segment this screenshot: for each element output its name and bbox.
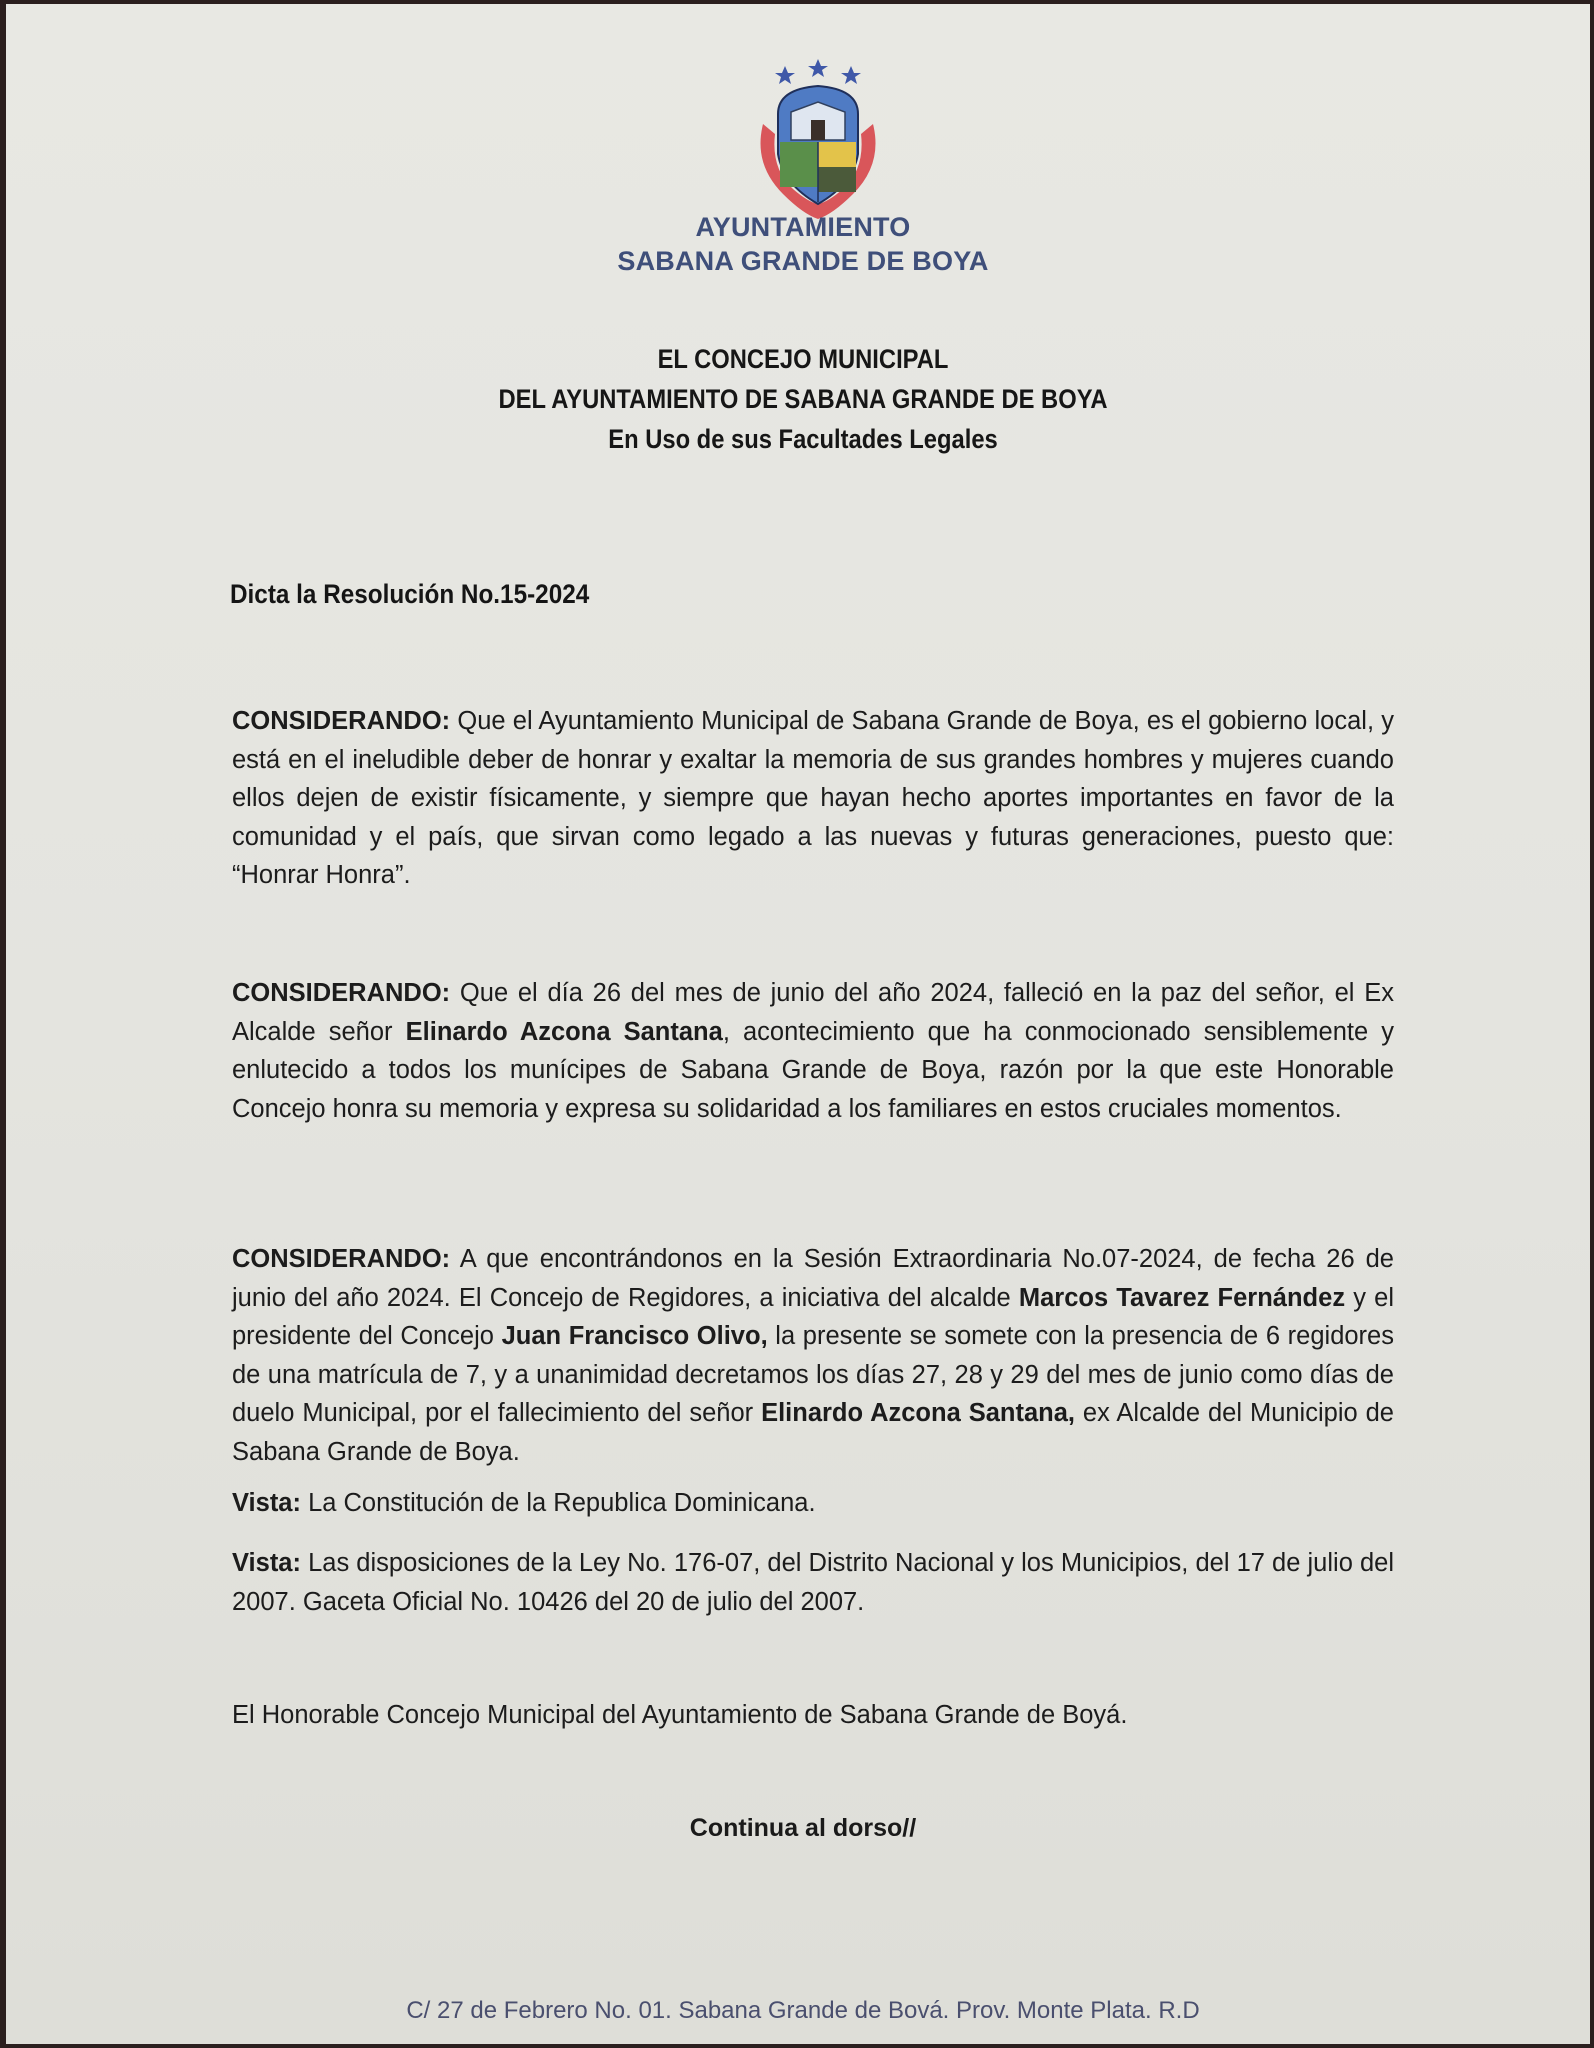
considerando-text: A que encontrándonos en la Sesión Extraordinaria No.07-2024, de fecha 26 de junio del año 2024. El Concejo de Regidores, a iniciativa del alcalde bbox=[232, 1245, 1394, 1312]
considerando-2 bbox=[232, 974, 1394, 1128]
considerando-text: Que el día 26 del mes de junio del año 2024, falleció en la paz del señor, el Ex Alcalde señor bbox=[232, 979, 1394, 1046]
vista-2 bbox=[232, 1544, 1394, 1621]
deceased-name: Elinardo Azcona Santana bbox=[405, 1017, 723, 1046]
mayor-name: Marcos Tavarez Fernández bbox=[1018, 1283, 1346, 1312]
deceased-name: Elinardo Azcona Santana, bbox=[761, 1399, 1075, 1427]
considerando-text: la presente se somete con la presencia de 6 regidores de una matrícula de 7, y a unanimidad decretamos los días 27, 28 y 29 del mes de junio como días de duelo Municipal, por el fallecimiento del señor bbox=[232, 1322, 1394, 1427]
considerando-label: CONSIDERANDO: bbox=[232, 979, 451, 1007]
legal-faculties-heading: En Uso de sus Facultades Legales bbox=[608, 424, 998, 454]
considerando-1 bbox=[232, 702, 1394, 895]
considerando-text: ex Alcalde del Municipio de Sabana Grande de Boya. bbox=[232, 1399, 1394, 1466]
vista-text: La Constitución de la Republica Dominicana. bbox=[300, 1489, 816, 1517]
considerando-label: CONSIDERANDO: bbox=[232, 707, 451, 735]
council-heading: EL CONCEJO MUNICIPAL bbox=[657, 344, 949, 374]
vista-label: Vista: bbox=[232, 1549, 301, 1577]
municipal-emblem-icon bbox=[743, 54, 893, 224]
closing-statement: El Honorable Concejo Municipal del Ayuntamiento de Sabana Grande de Boyá. bbox=[232, 1701, 1128, 1729]
considerando-3 bbox=[232, 1240, 1394, 1471]
address-footer: C/ 27 de Febrero No. 01. Sabana Grande de Bová. Prov. Monte Plata. R.D bbox=[406, 1997, 1200, 2024]
document-page bbox=[6, 4, 1590, 2044]
continued-overleaf-note: Continua al dorso// bbox=[689, 1814, 917, 1842]
considerando-label: CONSIDERANDO: bbox=[232, 1245, 451, 1273]
vista-1 bbox=[232, 1484, 1394, 1523]
council-president-name: Juan Francisco Olivo, bbox=[501, 1322, 768, 1350]
vista-text: Las disposiciones de la Ley No. 176-07, del Distrito Nacional y los Municipios, del 17 de julio del 2007. Gaceta Oficial No. 10426 del 20 de julio del 2007. bbox=[232, 1549, 1394, 1616]
resolution-title: Dicta la Resolución No.15-2024 bbox=[230, 579, 590, 609]
org-name-line1: AYUNTAMIENTO bbox=[695, 212, 911, 242]
vista-label: Vista: bbox=[232, 1489, 301, 1517]
org-name-line2: SABANA GRANDE DE BOYA bbox=[617, 246, 989, 276]
considerando-text: y el presidente del Concejo bbox=[232, 1283, 1394, 1350]
considerando-text: , acontecimiento que ha conmocionado sensiblemente y enlutecido a todos los munícipes de Sabana Grande de Boya, razón por la que este Honorable Concejo honra su memoria y expresa su solidaridad a los familiares en estos cruciales momentos. bbox=[232, 1017, 1395, 1123]
council-subheading: DEL AYUNTAMIENTO DE SABANA GRANDE DE BOYA bbox=[498, 384, 1108, 414]
considerando-text: Que el Ayuntamiento Municipal de Sabana Grande de Boya, es el gobierno local, y está en el ineludible deber de honrar y exaltar la memoria de sus grandes hombres y mujeres cuando ellos dejen de existir físicamente, y siempre que hayan hecho aportes importantes en favor de la comunidad y el país, que sirvan como legado a las nuevas y futuras generaciones, puesto que: “Honrar Honra”. bbox=[232, 707, 1394, 889]
